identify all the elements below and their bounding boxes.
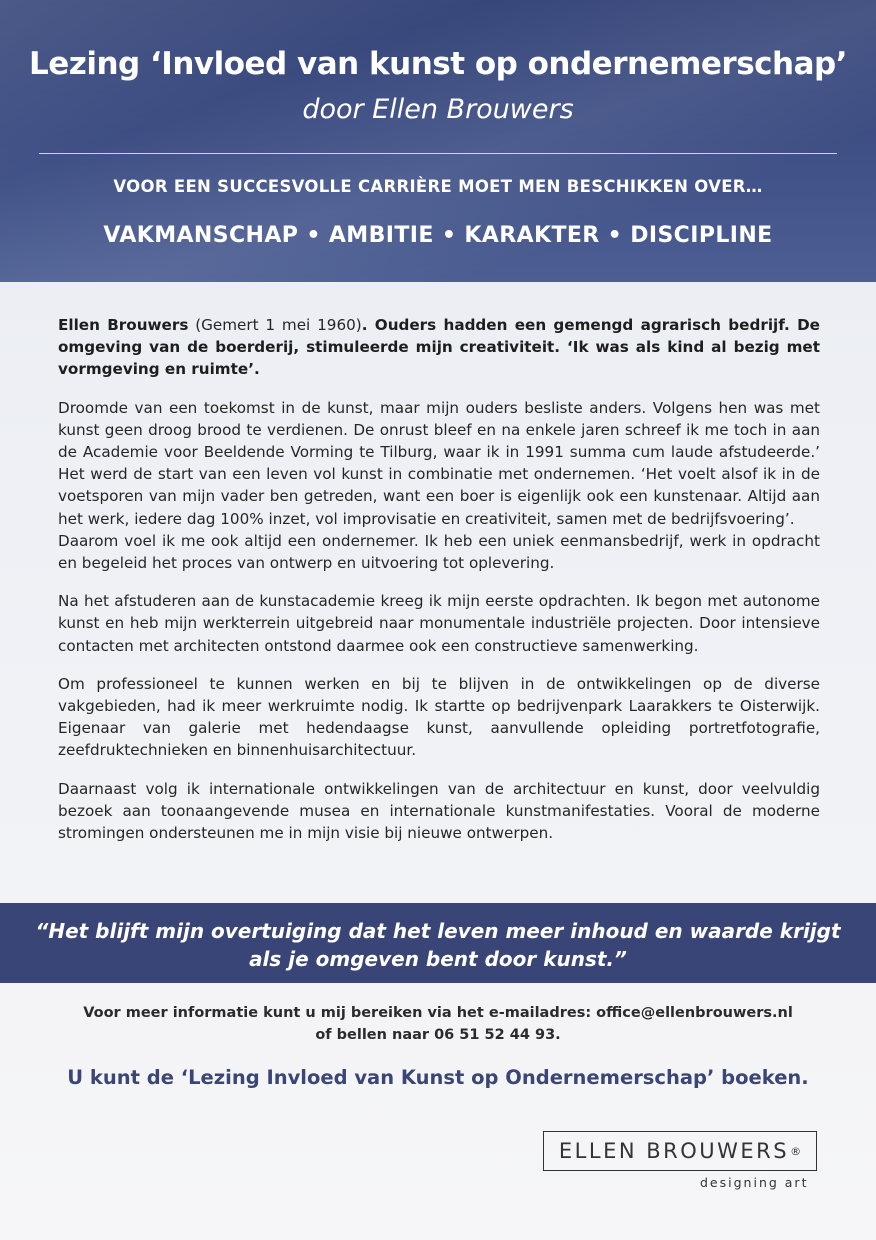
paragraph: Droomde van een toekomst in de kunst, maar mijn ouders besliste anders. Volgens hen was met kunst geen droog brood te verdienen. De onrust bleef en na enkele jaren schreef ik me toch in aan de Academie voor Beeldende Vorming te Tilburg, waar ik in 1991 summa cum laude afstudeerde.’ Het werd de start van een leven vol kunst in combinatie met ondernemen. ‘Het voelt alsof ik in de voetsporen van mijn vader ben getreden, want een boer is eigenlijk ook een kunstenaar. Altijd aan het werk, iedere dag 100% inzet, vol improvisatie en creativiteit, samen met de bedrijfsvoering’. (58, 398, 820, 528)
header-lead: VOOR EEN SUCCESVOLLE CARRIÈRE MOET MEN BESCHIKKEN OVER… (113, 177, 763, 196)
booking-call-to-action: U kunt de ‘Lezing Invloed van Kunst op Ondernemerschap’ boeken. (67, 1066, 809, 1089)
paragraph: Daarom voel ik me ook altijd een ondernemer. Ik heb een uniek eenmansbedrijf, werk in opdracht en begeleid het proces van ontwerp en uitvoering tot oplevering. (58, 531, 820, 573)
paragraph: Na het afstuderen aan de kunstacademie kreeg ik mijn eerste opdrachten. Ik begon met autonome kunst en heb mijn werkterrein uitgebreid naar monumentale industriële projecten. Door intensieve contacten met architecten ontstond daarmee ook een constructieve samenwerking. (58, 592, 820, 655)
registered-mark: ® (790, 1144, 802, 1158)
contact-line-2: of bellen naar 06 51 52 44 93. (315, 1027, 561, 1043)
paragraph: Daarnaast volg ik internationale ontwikkelingen van de architectuur en kunst, door veelvuldig bezoek aan toonaangevende musea en internationale kunstmanifestaties. Vooral de moderne stromingen ondersteunen me in mijn visie bij nieuwe ontwerpen. (58, 779, 820, 843)
quote-band (0, 903, 876, 983)
quote (0, 917, 876, 973)
ellen-brouwers-logo (543, 1131, 817, 1171)
header-banner (0, 0, 876, 282)
intro-dot: . (361, 316, 368, 334)
intro-name: Ellen Brouwers (58, 316, 189, 334)
intro-paragraph (58, 314, 820, 381)
header-divider (39, 153, 837, 154)
contact-info (0, 1002, 876, 1046)
intro-birth: (Gemert 1 mei 1960) (188, 316, 362, 334)
biography-text (58, 314, 820, 860)
logo-tagline: designing art (700, 1175, 809, 1190)
page-subtitle: door Ellen Brouwers (302, 94, 574, 125)
quote-line-2: als je omgeven bent door kunst.” (249, 947, 627, 971)
logo-name: ELLEN BROUWERS (558, 1139, 790, 1163)
contact-line-1: Voor meer informatie kunt u mij bereiken via het e-mailadres: office@ellenbrouwers.nl (83, 1005, 793, 1021)
header-values: VAKMANSCHAP • AMBITIE • KARAKTER • DISCIPLINE (103, 223, 773, 248)
paragraph: Om professioneel te kunnen werken en bij te blijven in de ontwikkelingen op de diverse vakgebieden, had ik meer werkruimte nodig. Ik startte op bedrijvenpark Laarakkers te Oisterwijk. Eigenaar van galerie met hedendaagse kunst, aanvullende opleiding portretfotografie, zeefdruktechnieken en binnenhuisarchitectuur. (58, 674, 820, 760)
intro-bold-text: Ouders hadden een gemengd agrarisch bedrijf. De omgeving van de boerderij, stimuleerde mijn creativiteit. ‘Ik was als kind al bezig met vormgeving en ruimte’. (58, 316, 820, 379)
page-title: Lezing ‘Invloed van kunst op ondernemerschap’ (29, 46, 847, 82)
quote-line-1: “Het blijft mijn overtuiging dat het leven meer inhoud en waarde krijgt (35, 919, 841, 943)
